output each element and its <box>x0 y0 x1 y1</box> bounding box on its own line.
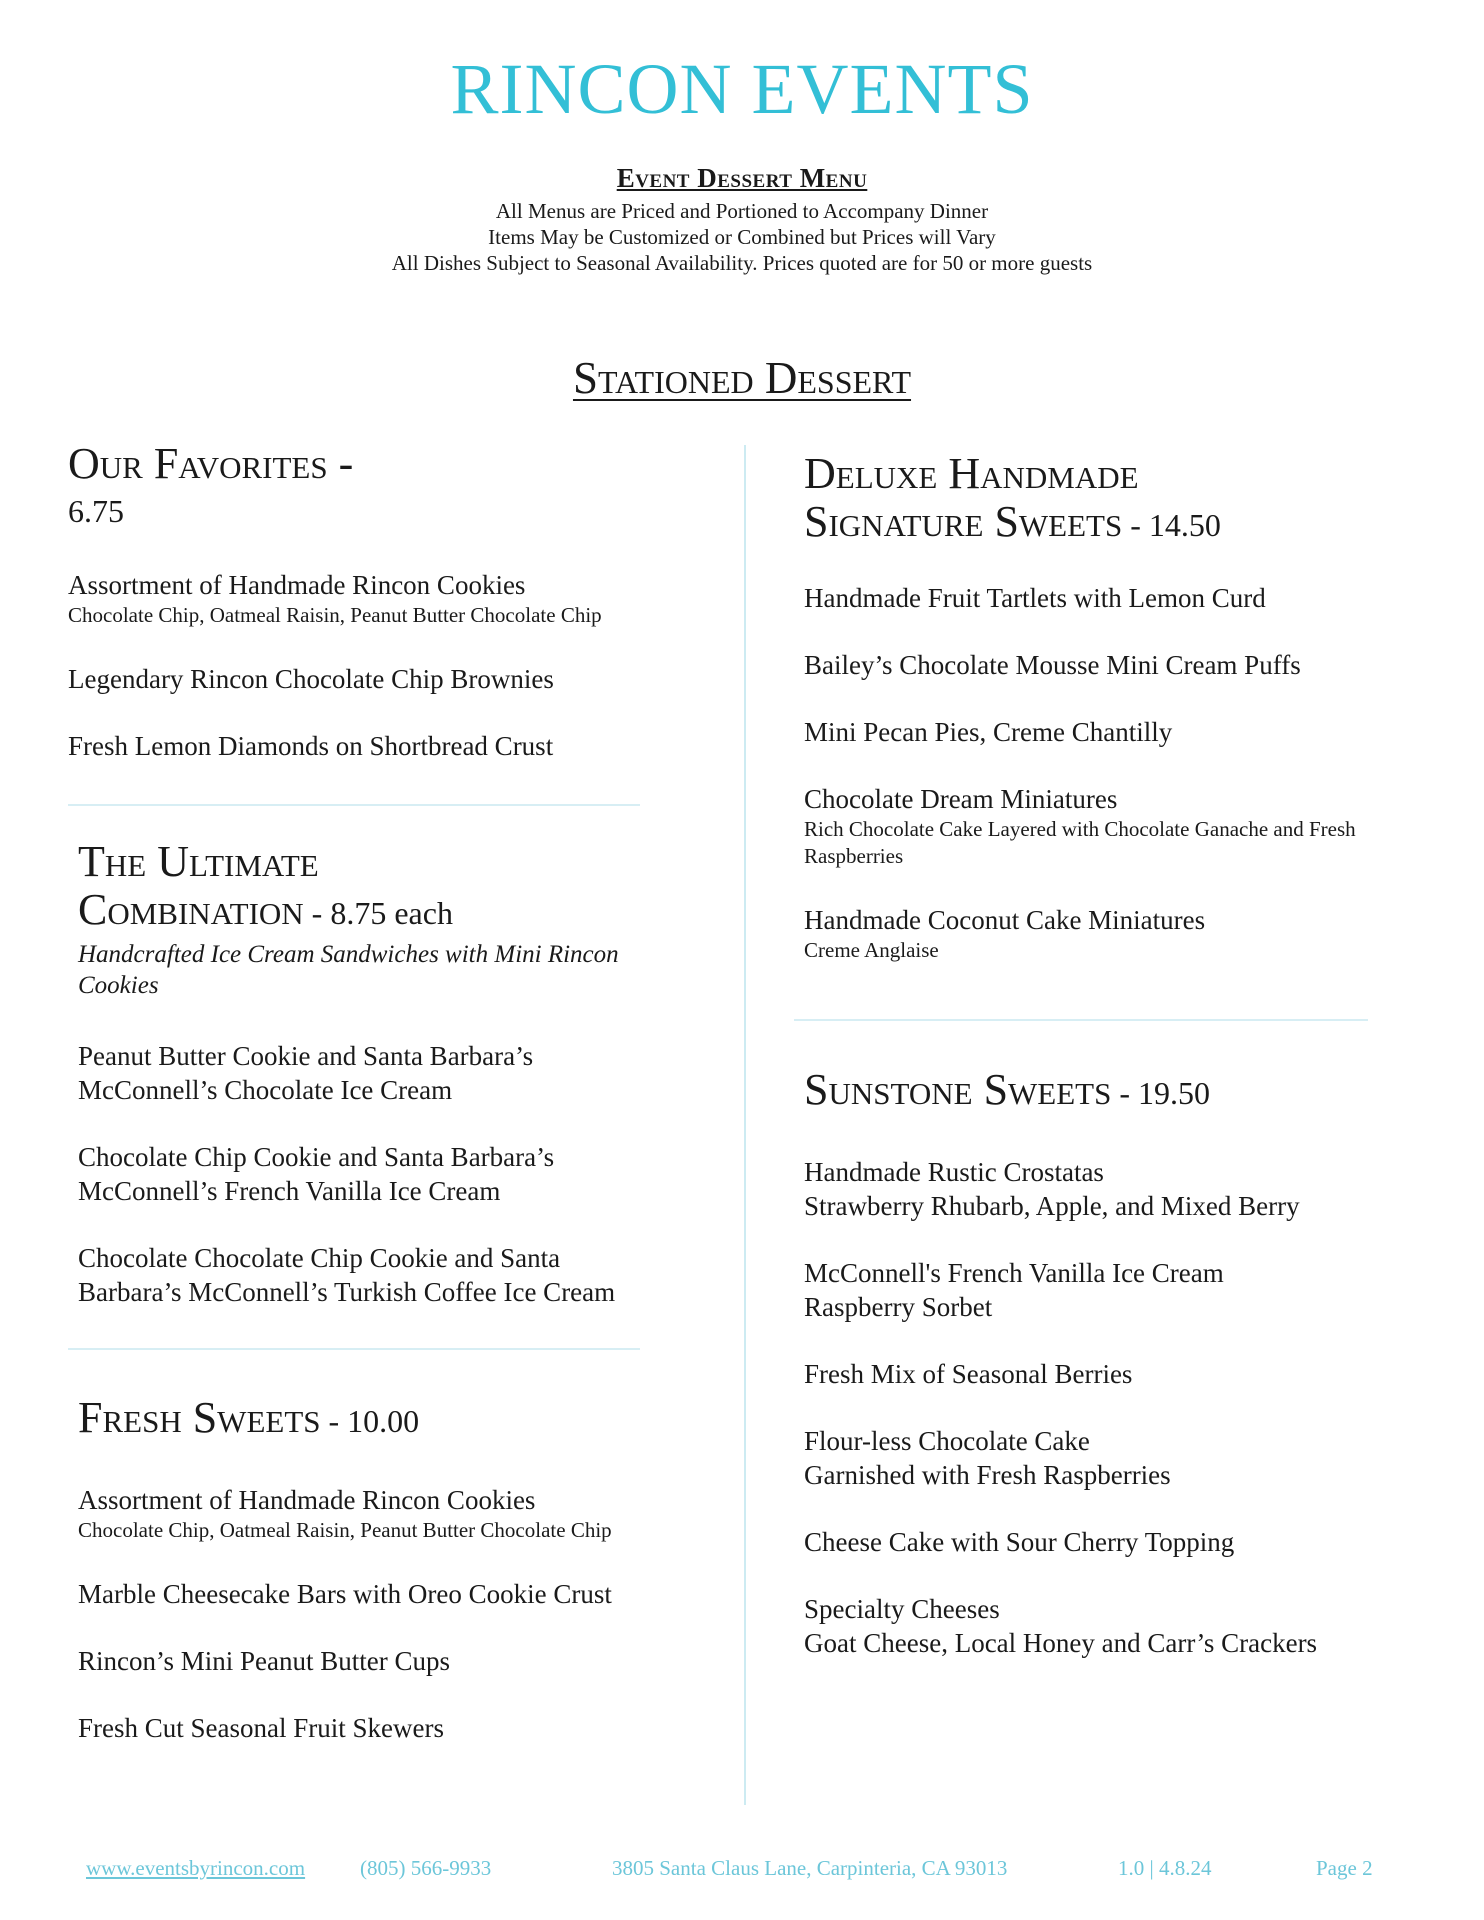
note-line: Items May be Customized or Combined but Prices will Vary <box>488 225 996 249</box>
item-name: Flour-less Chocolate Cake <box>804 1426 1090 1456</box>
menu-item <box>68 729 668 763</box>
item-name: McConnell's French Vanilla Ice Cream <box>804 1258 1224 1288</box>
item-desc: Garnished with Fresh Raspberries <box>804 1460 1171 1490</box>
menu-item <box>804 648 1424 682</box>
item-name: Legendary Rincon Chocolate Chip Brownies <box>68 664 554 694</box>
menu-item <box>804 715 1424 749</box>
item-name: Fresh Mix of Seasonal Berries <box>804 1359 1133 1389</box>
item-desc: Strawberry Rhubarb, Apple, and Mixed Berry <box>804 1191 1300 1221</box>
section-deluxe-handmade <box>804 450 1424 997</box>
menu-title: Event Dessert Menu <box>616 163 868 193</box>
item-name: Chocolate Chip Cookie and Santa Barbara’s <box>78 1142 555 1172</box>
menu-item <box>78 1140 678 1208</box>
menu-item <box>804 1155 1424 1223</box>
item-name: Fresh Cut Seasonal Fruit Skewers <box>78 1713 444 1743</box>
item-desc: Rich Chocolate Cake Layered with Chocolate Ganache and Fresh Raspberries <box>804 817 1356 868</box>
menu-item <box>68 662 668 696</box>
menu-notes <box>0 198 1484 276</box>
section-divider <box>68 804 640 806</box>
section-price: 6.75 <box>68 493 124 529</box>
menu-item <box>78 1711 678 1745</box>
menu-item <box>804 1592 1424 1660</box>
section-title-text: Deluxe Handmade <box>804 449 1139 498</box>
menu-item <box>804 903 1424 964</box>
section-title-text: Our Favorites - <box>68 439 354 488</box>
phone-number: (805) 566-9933 <box>360 1856 492 1880</box>
section-title <box>78 1394 678 1445</box>
menu-item <box>804 1424 1424 1492</box>
website-link[interactable]: www.eventsbyrincon.com <box>86 1856 306 1880</box>
item-name: Handmade Coconut Cake Miniatures <box>804 905 1206 935</box>
brand-title: RINCON EVENTS <box>450 49 1034 129</box>
section-ultimate-combination <box>78 838 678 1342</box>
menu-item <box>804 581 1424 615</box>
menu-item <box>804 1256 1424 1324</box>
item-name: Handmade Rustic Crostatas <box>804 1157 1104 1187</box>
item-desc: Chocolate Chip, Oatmeal Raisin, Peanut Butter Chocolate Chip <box>68 603 602 627</box>
address: 3805 Santa Claus Lane, Carpinteria, CA 93013 <box>612 1856 1008 1880</box>
section-title-text: The Ultimate <box>78 837 319 886</box>
page-footer <box>0 1856 1484 1886</box>
menu-item <box>804 1357 1424 1391</box>
item-name: Fresh Lemon Diamonds on Shortbread Crust <box>68 731 554 761</box>
item-name: McConnell’s Chocolate Ice Cream <box>78 1075 453 1105</box>
item-name: Chocolate Chocolate Chip Cookie and Santa <box>78 1243 561 1273</box>
menu-item <box>68 568 668 629</box>
menu-item <box>78 1644 678 1678</box>
item-name: Barbara’s McConnell’s Turkish Coffee Ice Cream <box>78 1277 616 1307</box>
menu-item <box>804 782 1424 870</box>
item-desc: Creme Anglaise <box>804 938 939 962</box>
item-name: Bailey’s Chocolate Mousse Mini Cream Puffs <box>804 650 1301 680</box>
section-sunstone-sweets <box>804 1066 1424 1693</box>
item-name: Specialty Cheeses <box>804 1594 1000 1624</box>
item-name: McConnell’s French Vanilla Ice Cream <box>78 1176 501 1206</box>
section-title-text: Sunstone Sweets <box>804 1065 1112 1114</box>
item-name: Handmade Fruit Tartlets with Lemon Curd <box>804 583 1266 613</box>
item-name: Marble Cheesecake Bars with Oreo Cookie Crust <box>78 1579 612 1609</box>
menu-item <box>78 1577 678 1611</box>
section-price: - 10.00 <box>320 1403 420 1439</box>
note-line: All Dishes Subject to Seasonal Availability. Prices quoted are for 50 or more guests <box>391 251 1093 275</box>
menu-item <box>804 1525 1424 1559</box>
section-divider <box>68 1348 640 1350</box>
menu-item <box>78 1483 678 1544</box>
item-name: Assortment of Handmade Rincon Cookies <box>78 1485 536 1515</box>
section-price: - 19.50 <box>1111 1075 1211 1111</box>
section-price: - 14.50 <box>1122 507 1221 543</box>
section-price: - 8.75 each <box>303 895 453 931</box>
section-subtitle: Handcrafted Ice Cream Sandwiches with Mini Rincon Cookies <box>78 941 619 999</box>
item-name: Mini Pecan Pies, Creme Chantilly <box>804 717 1173 747</box>
item-name: Chocolate Dream Miniatures <box>804 784 1118 814</box>
section-title <box>804 450 1424 549</box>
section-title <box>78 838 678 937</box>
section-fresh-sweets <box>78 1394 678 1778</box>
item-desc: Raspberry Sorbet <box>804 1292 993 1322</box>
section-title <box>804 1066 1424 1117</box>
item-desc: Goat Cheese, Local Honey and Carr’s Crackers <box>804 1628 1318 1658</box>
item-name: Cheese Cake with Sour Cherry Topping <box>804 1527 1235 1557</box>
section-title-text: Fresh Sweets <box>78 1393 321 1442</box>
version-date: 1.0 | 4.8.24 <box>1118 1856 1212 1880</box>
section-our-favorites <box>68 440 668 796</box>
item-name: Peanut Butter Cookie and Santa Barbara’s <box>78 1041 534 1071</box>
item-desc: Chocolate Chip, Oatmeal Raisin, Peanut Butter Chocolate Chip <box>78 1518 612 1542</box>
item-name: Rincon’s Mini Peanut Butter Cups <box>78 1646 451 1676</box>
section-title <box>68 440 668 534</box>
section-title-text: Combination <box>78 885 304 934</box>
item-name: Assortment of Handmade Rincon Cookies <box>68 570 526 600</box>
note-line: All Menus are Priced and Portioned to Accompany Dinner <box>495 199 989 223</box>
menu-item <box>78 1039 678 1107</box>
column-divider <box>744 445 746 1805</box>
section-heading: Stationed Dessert <box>572 353 912 403</box>
section-title-text: Signature Sweets <box>804 497 1123 546</box>
page-number: Page 2 <box>1316 1856 1373 1880</box>
section-divider <box>794 1019 1368 1021</box>
menu-item <box>78 1241 678 1309</box>
